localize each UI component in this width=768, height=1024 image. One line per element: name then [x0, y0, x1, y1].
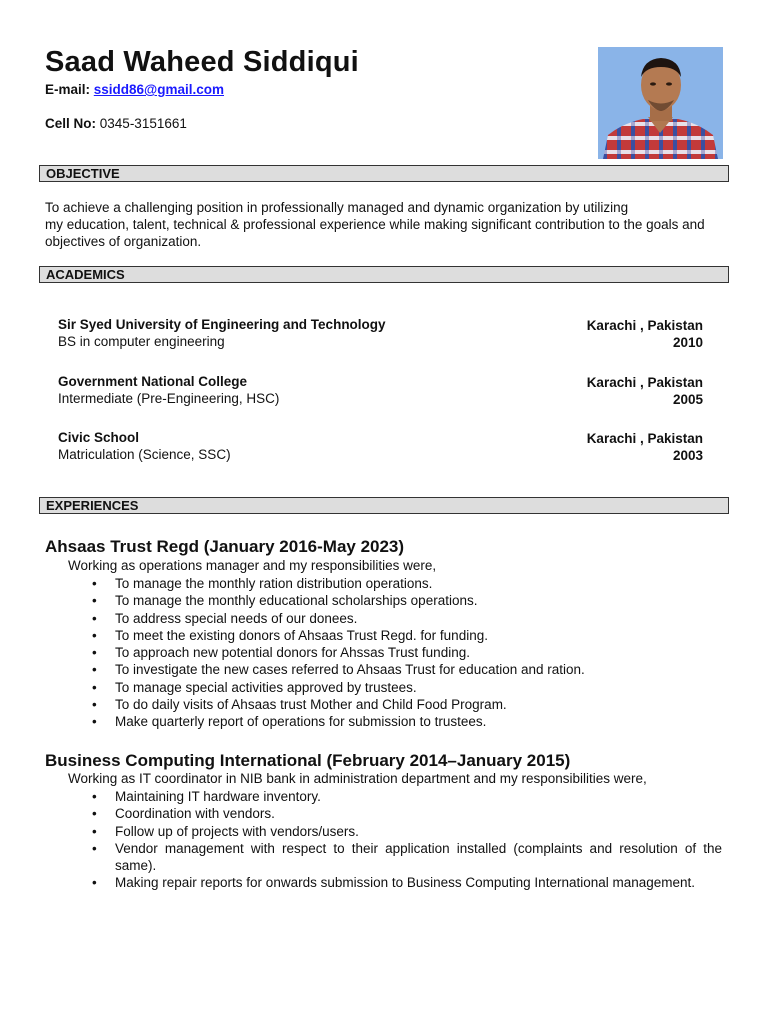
academic-year: 2010 — [672, 335, 703, 350]
list-item: • Follow up of projects with vendors/users. — [0, 823, 722, 840]
list-item: • To manage the monthly ration distribution operations. — [0, 575, 722, 592]
academic-entry — [58, 373, 703, 407]
academic-location: Karachi , Pakistan — [586, 431, 703, 446]
objective-text — [45, 199, 730, 250]
academic-year: 2003 — [672, 448, 703, 463]
list-item: • To approach new potential donors for Ahssas Trust funding. — [0, 644, 722, 661]
academic-meta — [587, 317, 703, 351]
degree-name: Intermediate (Pre-Engineering, HSC) — [58, 391, 280, 406]
academic-year: 2005 — [672, 392, 703, 407]
job-intro: Working as operations manager and my responsibilities were, — [68, 558, 437, 573]
list-item: • To investigate the new cases referred to Ahsaas Trust for education and ration. — [0, 661, 722, 678]
list-item: • Vendor management with respect to their application installed (complaints and resolution of the same). — [0, 840, 722, 875]
job-title: Ahsaas Trust Regd (January 2016-May 2023) — [45, 537, 405, 556]
list-item: • Make quarterly report of operations for submission to trustees. — [0, 713, 722, 730]
academic-location: Karachi , Pakistan — [586, 375, 703, 390]
academic-meta — [587, 374, 703, 408]
list-item: • To address special needs of our donees. — [0, 610, 722, 627]
cell-label: Cell No: — [45, 116, 97, 131]
institution-name: Sir Syed University of Engineering and Technology — [58, 317, 386, 332]
academic-entry — [58, 429, 703, 463]
list-item: • To manage special activities approved by trustees. — [0, 679, 722, 696]
person-photo-icon — [598, 47, 723, 159]
academics-heading: ACADEMICS — [39, 266, 729, 283]
academic-meta — [587, 430, 703, 464]
job-title: Business Computing International (February 2014–January 2015) — [45, 751, 571, 770]
objective-line: To achieve a challenging position in professionally managed and dynamic organization by utilizing — [45, 200, 629, 215]
degree-name: Matriculation (Science, SSC) — [58, 447, 231, 462]
list-item: • To meet the existing donors of Ahsaas Trust Regd. for funding. — [0, 627, 722, 644]
job-responsibilities — [0, 788, 722, 892]
profile-photo — [598, 47, 723, 159]
degree-name: BS in computer engineering — [58, 334, 225, 349]
academic-location: Karachi , Pakistan — [586, 318, 703, 333]
job-intro: Working as IT coordinator in NIB bank in administration department and my responsibilities were, — [68, 771, 647, 786]
candidate-name: Saad Waheed Siddiqui — [45, 46, 359, 78]
academic-entry — [58, 316, 703, 350]
objective-line: objectives of organization. — [45, 234, 202, 249]
email-label: E-mail: — [45, 82, 91, 97]
list-item: • To manage the monthly educational scholarships operations. — [0, 592, 722, 609]
experiences-heading: EXPERIENCES — [39, 497, 729, 514]
list-item: • Maintaining IT hardware inventory. — [0, 788, 722, 805]
objective-heading: OBJECTIVE — [39, 165, 729, 182]
objective-line: my education, talent, technical & professional experience while making significant contribution to the goals and — [45, 217, 705, 232]
institution-name: Government National College — [58, 374, 248, 389]
cell-number: 0345-3151661 — [99, 116, 187, 131]
email-link[interactable]: ssidd86@gmail.com — [93, 82, 224, 97]
email-line — [45, 82, 224, 97]
list-item: • Making repair reports for onwards submission to Business Computing International management. — [0, 874, 722, 891]
list-item: • To do daily visits of Ahsaas trust Mother and Child Food Program. — [0, 696, 722, 713]
institution-name: Civic School — [58, 430, 140, 445]
job-responsibilities — [0, 575, 722, 731]
cell-line — [45, 116, 187, 131]
list-item: • Coordination with vendors. — [0, 805, 722, 822]
